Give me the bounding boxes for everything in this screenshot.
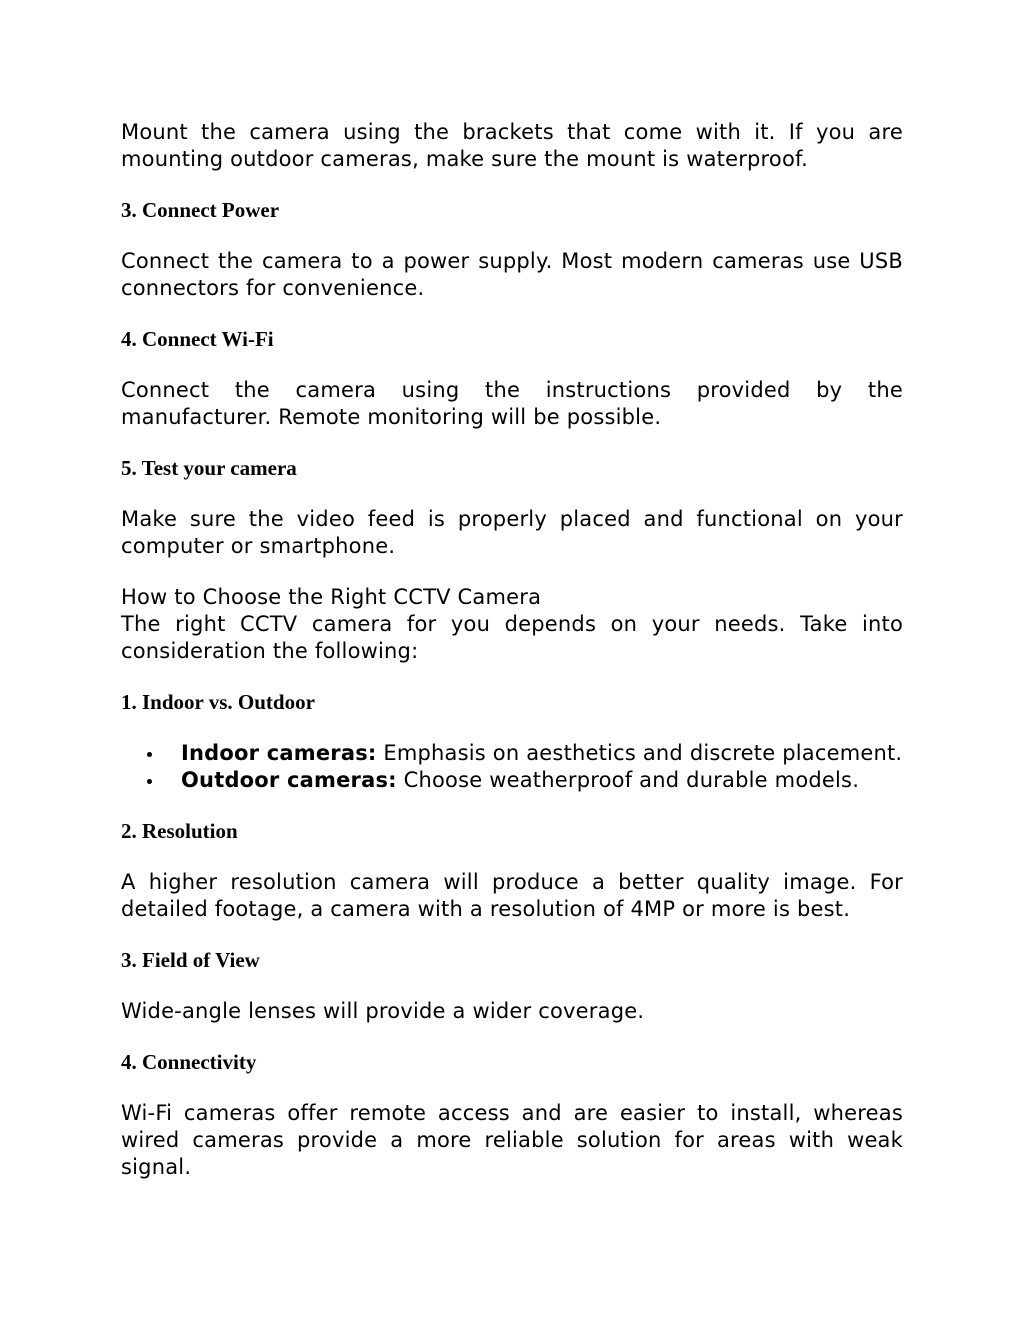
- heading-resolution: 2. Resolution: [121, 819, 238, 843]
- list-item-text: Choose weatherproof and durable models.: [396, 768, 860, 792]
- list-item-text: Emphasis on aesthetics and discrete placement.: [376, 741, 903, 765]
- heading-connect-power: 3. Connect Power: [121, 198, 280, 222]
- paragraph-choose-intro: The right CCTV camera for you depends on your needs. Take into consideration the following:: [121, 612, 903, 663]
- paragraph-test-camera: Make sure the video feed is properly placed and functional on your computer or smartphone.: [121, 507, 903, 558]
- heading-connect-wifi: 4. Connect Wi-Fi: [121, 327, 274, 351]
- heading-test-camera: 5. Test your camera: [121, 456, 297, 480]
- bullet-icon: [147, 779, 152, 784]
- heading-indoor-outdoor: 1. Indoor vs. Outdoor: [121, 690, 315, 714]
- paragraph-connectivity: Wi-Fi cameras offer remote access and are easier to install, whereas wired cameras provide a more reliable solution for areas with weak signal.: [121, 1101, 903, 1179]
- list-item: [121, 767, 903, 794]
- bullet-icon: [147, 752, 152, 757]
- document-page: [121, 119, 903, 1205]
- paragraph-connect-wifi: Connect the camera using the instructions provided by the manufacturer. Remote monitoring will be possible.: [121, 378, 903, 429]
- paragraph-mount: Mount the camera using the brackets that come with it. If you are mounting outdoor cameras, make sure the mount is waterproof.: [121, 120, 903, 171]
- heading-field-of-view: 3. Field of View: [121, 948, 260, 972]
- list-item-label: Indoor cameras:: [181, 741, 377, 765]
- paragraph-resolution: A higher resolution camera will produce a better quality image. For detailed footage, a camera with a resolution of 4MP or more is best.: [121, 870, 903, 921]
- camera-type-list: [121, 740, 903, 794]
- paragraph-choose-title: How to Choose the Right CCTV Camera: [121, 585, 542, 609]
- paragraph-connect-power: Connect the camera to a power supply. Most modern cameras use USB connectors for convenience.: [121, 249, 903, 300]
- paragraph-field-of-view: Wide-angle lenses will provide a wider coverage.: [121, 999, 645, 1023]
- list-item: [121, 740, 903, 767]
- heading-connectivity: 4. Connectivity: [121, 1050, 257, 1074]
- list-item-label: Outdoor cameras:: [181, 768, 397, 792]
